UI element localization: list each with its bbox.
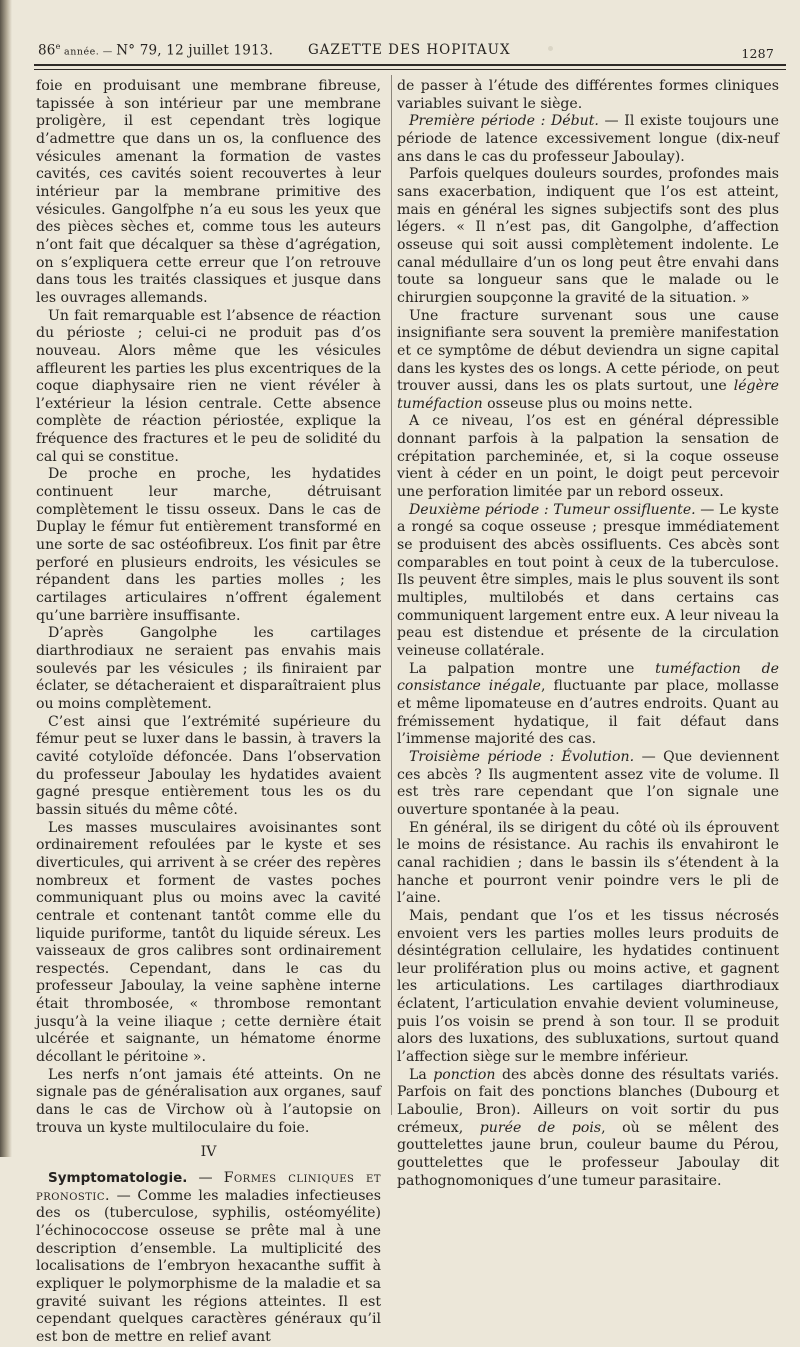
section-number: IV — [200, 1144, 217, 1161]
paragraph — [397, 661, 779, 749]
period-heading: Troisième période : Évolution. — [409, 748, 635, 765]
issue-number: N° 79, 12 juillet 1913. — [116, 42, 274, 59]
paragraph-text: , où se mêlent des gouttelettes jaune brun, couleur baume du Pérou, gouttelettes que le professeur Jaboulay dit pathognomoniques d’une tumeur parasitaire. — [397, 1119, 779, 1189]
paragraph-text: La — [409, 1066, 434, 1083]
paragraph: Parfois quelques douleurs sourdes, profondes mais sans exacerbation, indiquent que l’os est atteint, mais en général les signes subjectifs sont des plus légers. « Il n’est pas, dit Gangolphe, d’affection osseuse qui soit aussi complètement indolente. Le canal médullaire d’un os long peut être envahi dans toute sa longueur sans que le malade ou le chirurgien soupçonne la gravité de la situation. » — [397, 166, 779, 306]
page-number: 1287 — [741, 46, 774, 61]
paragraph — [397, 113, 779, 166]
paragraph: De proche en proche, les hydatides continuent leur marche, détruisant complètement le tissu osseux. Dans le cas de Duplay le fémur fut entièrement transformé en une sorte de sac ostéofibreux. L’os finit par être perforé en plusieurs endroits, les vésicules se répandent dans les parties molles ; les cartilages articulaires n’offrent également qu’une barrière insuffisante. — [36, 466, 381, 624]
paragraph-text: — Il existe toujours une période de latence excessivement longue (dix-neuf ans dans le cas du professeur Jaboulay). — [397, 113, 779, 165]
page-binding-shadow — [0, 0, 12, 1157]
paragraph: Mais, pendant que l’os et les tissus nécrosés envoient vers les parties molles leurs produits de désintégration cellulaire, les hydatides continuent leur prolifération plus ou moins active, et gagnent les articulations. Les cartilages diarthrodiaux éclatent, l’articulation envahie devient volumineuse, puis l’os voisin se prend à son tour. Il se produit alors des luxations, des subluxations, surtout quand l’affection siège sur le membre inférieur. — [397, 907, 779, 1066]
paragraph: En général, ils se dirigent du côté où ils éprouvent le moins de résistance. Au rachis ils envahiront le canal rachidien ; dans le bassin ils s’étendent à la hanche et pourront venir poindre vers le pli de l’aine. — [397, 819, 779, 907]
paragraph: C’est ainsi que l’extrémité supérieure du fémur peut se luxer dans le bassin, à travers la cavité cotyloïde défoncée. Dans l’observation du professeur Jaboulay les hydatides avaient gagné presque entièrement tous les os du bassin situés du même côté. — [36, 713, 381, 818]
paragraph-text: — Le kyste a rongé sa coque osseuse ; presque immédiatement se produisent des abcès ossifluents. Ces abcès sont comparables en tout point à ceux de la tuberculose. Ils peuvent être simples, mais le plus souvent ils sont multiples, multilobés et dans certains cas communiquent largement entre eux. A leur niveau la peau est distendue et présente de la circulation veineuse collatérale. — [397, 501, 779, 659]
left-column — [36, 78, 381, 1347]
paragraph: D’après Gangolphe les cartilages diarthrodiaux ne seraient pas envahis mais soulevés par les vésicules ; ils finiraient par éclater, se détacheraient et disparaîtraient plus ou moins complètement. — [36, 625, 381, 712]
paragraph-text: La palpation montre une — [409, 660, 656, 677]
paragraph-text: Une fracture survenant sous une cause insignifiante sera souvent la première manifestation et ce symptôme de début deviendra un signe capital dans les kystes des os longs. A cette période, on peut trouver aussi, dans les os plats surtout, une — [397, 307, 779, 395]
emphasis: tuméfaction de consistance inégale — [397, 660, 779, 695]
paragraph — [397, 308, 779, 414]
paragraph: Les masses musculaires avoisinantes sont ordinairement refoulées par le kyste et ses diverticules, qui arrivent à se créer des repères nombreux et forment de vastes poches communiquant plus ou moins avec la cavité centrale et contenant tantôt comme elle du liquide puriforme, tantôt du liquide séreux. Les vaisseaux de gros calibres sont ordinairement respectés. Cependant, dans le cas du professeur Jaboulay, la veine saphène interne était thrombosée, « thrombose remontant jusqu’à la veine iliaque ; cette dernière était ulcérée et saignante, un hématome énorme décollant le péritoine ». — [36, 819, 381, 1066]
column-separator — [391, 75, 392, 1115]
paragraph: A ce niveau, l’os est en général dépressible donnant parfois à la palpation la sensation de crépitation parcheminée, et, si la coque osseuse vient à céder en un point, le doigt peut percevoir une perforation limitée par un rebord osseux. — [397, 413, 779, 501]
issue-info — [38, 42, 273, 59]
emphasis: légère tuméfaction — [397, 378, 779, 412]
section-text: — Comme les maladies infectieuses des os (tuberculose, syphilis, ostéomyélite) l’échinococcose osseuse se prête mal à une description d’ensemble. La multiplicité des localisations de l’embryon hexacanthe suffit à expliquer le polymorphisme de la maladie et sa gravité suivant les régions atteintes. Il est cependant quelques caractères généraux qu’il est bon de mettre en relief avant — [36, 1187, 381, 1345]
header-rule-thin — [34, 69, 786, 70]
paragraph: Les nerfs n’ont jamais été atteints. On ne signale pas de généralisation aux organes, sauf dans le cas de Virchow où à l’autopsie on trouva un kyste multiloculaire du foie. — [36, 1066, 381, 1136]
paragraph: Un fait remarquable est l’absence de réaction du périoste ; celui-ci ne produit pas d’os nouveau. Alors même que les vésicules affleurent les parties les plus excentriques de la coque diaphysaire rien ne vient révéler à l’extérieur la lésion centrale. Cette absence complète de réaction périostée, explique la fréquence des fractures et le peu de solidité du cal qui se constitue. — [36, 307, 381, 465]
paragraph — [397, 502, 779, 661]
paragraph-text: osseuse plus ou moins nette. — [482, 395, 693, 412]
journal-title: GAZETTE DES HOPITAUX — [308, 42, 511, 58]
section-paragraph — [36, 1170, 381, 1347]
paragraph: foie en produisant une membrane fibreuse, tapissée à son intérieur par une membrane proligère, il est cependant très logique d’admettre que dans un os, la confluence des vésicules amenant la formation de vastes cavités, ces cavités soient recouvertes à leur intérieur par la membrane primitive des vésicules. Gangolfphe n’a eu sous les yeux que des pièces sèches et, comme tous les auteurs n’ont fait que décalquer sa thèse d’agrégation, on s’expliquera cette erreur que l’on retrouve dans tous les traités classiques et jusque dans les ouvrages allemands. — [36, 78, 381, 306]
paragraph-text: des abcès donne des résultats variés. Parfois on fait des ponctions blanches (Dubourg et Laboulie, Bron). Ailleurs on voit sortir du pus crémeux, — [397, 1066, 779, 1136]
paragraph — [397, 1067, 779, 1191]
issue-ordinal: e — [55, 42, 61, 51]
period-heading: Deuxième période : Tumeur ossifluente. — [409, 501, 696, 518]
section-title: Symptomatologie. — [48, 1170, 188, 1187]
section-subtitle: Formes cliniques et pronostic. — [36, 1170, 381, 1204]
paragraph-text: , fluctuante par place, mollasse et même lipomateuse en d’autres endroits. Quant au frémissement hydatique, il fait défaut dans l’immense majorité des cas. — [397, 678, 779, 748]
issue-word: année. — — [60, 46, 117, 58]
issue-prefix: 86 — [38, 42, 56, 59]
section-dash: — — [187, 1170, 224, 1187]
period-heading: Première période : Début. — [409, 113, 599, 130]
emphasis: purée de pois — [479, 1119, 602, 1136]
header-rule-thick — [34, 64, 786, 66]
right-column — [397, 78, 779, 1190]
paragraph: de passer à l’étude des différentes formes cliniques variables suivant le siège. — [397, 78, 779, 112]
paragraph-text: — Que deviennent ces abcès ? Ils augmentent assez vite de volume. Il est très rare cependant que l’on signale une ouverture spontanée à la peau. — [397, 748, 779, 818]
paragraph — [397, 749, 779, 820]
page-header — [38, 42, 780, 64]
emphasis: ponction — [433, 1066, 496, 1083]
